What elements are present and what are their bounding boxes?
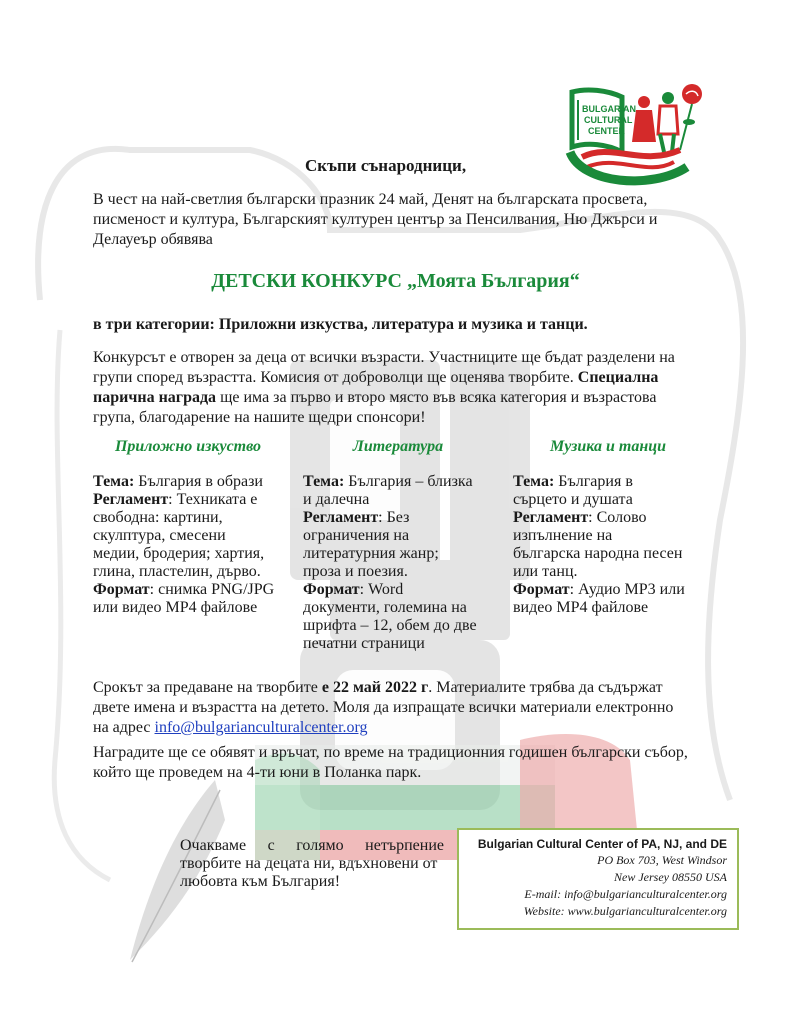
column-line: или видео MP4 файлове bbox=[93, 599, 258, 616]
awards-line: който ще проведем на 4-ти юни в Поланка парк. bbox=[93, 764, 422, 781]
cash-prize-text: парична награда bbox=[93, 389, 217, 406]
po-box: PO Box 703, West Windsor bbox=[597, 853, 727, 867]
column-line: изпълнение на bbox=[513, 527, 613, 544]
column-line: скулптура, смесени bbox=[93, 527, 226, 544]
column-line: Тема: България – близка bbox=[303, 473, 473, 490]
greeting: Скъпи сънародници, bbox=[305, 156, 467, 175]
column-line: Регламент: Техниката е bbox=[93, 491, 258, 508]
contest-line bbox=[93, 388, 715, 408]
column-line: или танц. bbox=[513, 563, 578, 580]
svg-text:CULTURAL: CULTURAL bbox=[584, 115, 633, 125]
contest-line bbox=[93, 368, 715, 388]
awards-line: Наградите ще се обявят и връчат, по време на традиционния годишен български събор, bbox=[93, 744, 688, 761]
column-heading-applied-art: Приложно изкуство bbox=[114, 438, 262, 455]
column-heading-music-dance: Музика и танци bbox=[550, 438, 666, 455]
column-literature bbox=[303, 473, 503, 653]
contact-email[interactable]: E-mail: info@bulgarianculturalcenter.org bbox=[524, 887, 727, 901]
deadline-paragraph bbox=[93, 678, 715, 738]
column-heading-literature: Литература bbox=[352, 438, 444, 455]
column-music-dance bbox=[513, 473, 713, 617]
column-line: Регламент: Без bbox=[303, 509, 410, 526]
contact-website[interactable]: Website: www.bulgarianculturalcenter.org bbox=[523, 904, 727, 918]
contest-text: групи според възрастта. Комисия от доброволци ще оценява творбите. bbox=[93, 369, 578, 386]
column-line: литературния жанр; bbox=[303, 545, 439, 562]
awards-paragraph bbox=[93, 743, 715, 783]
column-line: медии, бродерия; хартия, bbox=[93, 545, 265, 562]
column-line: печатни страници bbox=[303, 635, 425, 652]
column-applied-art bbox=[93, 473, 293, 617]
column-line: Формат: Word bbox=[303, 581, 404, 598]
categories-line: в три категории: Приложни изкуства, литература и музика и танци. bbox=[93, 316, 588, 333]
intro-line: писменост и култура, Българският културен център за Пенсилвания, Ню Джърси и bbox=[93, 211, 658, 228]
deadline-line: двете имена и възрастта на детето. Моля да изпращате всички материали електронно bbox=[93, 699, 674, 716]
contest-line: група, благодарение на нашите щедри спонсори! bbox=[93, 409, 426, 426]
contest-text: ще има за първо и второ място във всяка категория и възрастова bbox=[216, 389, 657, 406]
svg-text:BULGARIAN: BULGARIAN bbox=[582, 104, 636, 114]
deadline-date: е 22 май 2022 г bbox=[321, 679, 429, 696]
column-line: Тема: България в bbox=[513, 473, 633, 490]
special-prize-text: Специална bbox=[577, 369, 659, 386]
column-line: глина, пластелин, дърво. bbox=[93, 563, 261, 580]
column-line: проза и поезия. bbox=[303, 563, 408, 580]
column-line: българска народна песен bbox=[513, 545, 683, 562]
closing-line: Очакваме с голямо нетърпение bbox=[180, 837, 444, 854]
bulgarian-cultural-center-logo bbox=[562, 72, 712, 192]
city-line: New Jersey 08550 USA bbox=[614, 870, 727, 884]
column-line: видео MP4 файлове bbox=[513, 599, 649, 616]
email-link[interactable]: info@bulgarianculturalcenter.org bbox=[154, 719, 368, 736]
column-line: сърцето и душата bbox=[513, 491, 633, 508]
column-line: свободна: картини, bbox=[93, 509, 223, 526]
column-line: шрифта – 12, обем до две bbox=[303, 617, 477, 634]
column-line: Тема: България в образи bbox=[93, 473, 263, 490]
deadline-line: на адрес info@bulgarianculturalcenter.org bbox=[93, 719, 368, 736]
column-line: Регламент: Солово bbox=[513, 509, 647, 526]
svg-text:CENTER: CENTER bbox=[588, 126, 626, 136]
deadline-line: Срокът за предаване на творбите е 22 май 2022 г. Материалите трябва да съдържат bbox=[93, 679, 663, 696]
intro-line: Делауеър обявява bbox=[93, 231, 213, 248]
contest-title: ДЕТСКИ КОНКУРС „Моята България“ bbox=[211, 270, 580, 292]
column-line: и далечна bbox=[303, 491, 370, 508]
closing-paragraph bbox=[180, 837, 444, 891]
org-name: Bulgarian Cultural Center of PA, NJ, and DE bbox=[477, 837, 727, 851]
column-line: Формат: Аудио MP3 или bbox=[513, 581, 685, 598]
contest-line: Конкурсът е отворен за деца от всички възрасти. Участниците ще бъдат разделени на bbox=[93, 349, 675, 366]
column-line: Формат: снимка PNG/JPG bbox=[93, 581, 275, 598]
closing-line: любовта към България! bbox=[180, 873, 341, 890]
intro-line: В чест на най-светлия български празник 24 май, Денят на българската просвета, bbox=[93, 191, 648, 208]
column-line: документи, големина на bbox=[303, 599, 467, 616]
contest-paragraph bbox=[93, 348, 715, 428]
closing-line: творбите на децата ни, вдъхновени от bbox=[180, 855, 438, 872]
column-line: ограничения на bbox=[303, 527, 410, 544]
contact-address-box bbox=[457, 828, 739, 930]
intro-paragraph bbox=[93, 190, 715, 250]
